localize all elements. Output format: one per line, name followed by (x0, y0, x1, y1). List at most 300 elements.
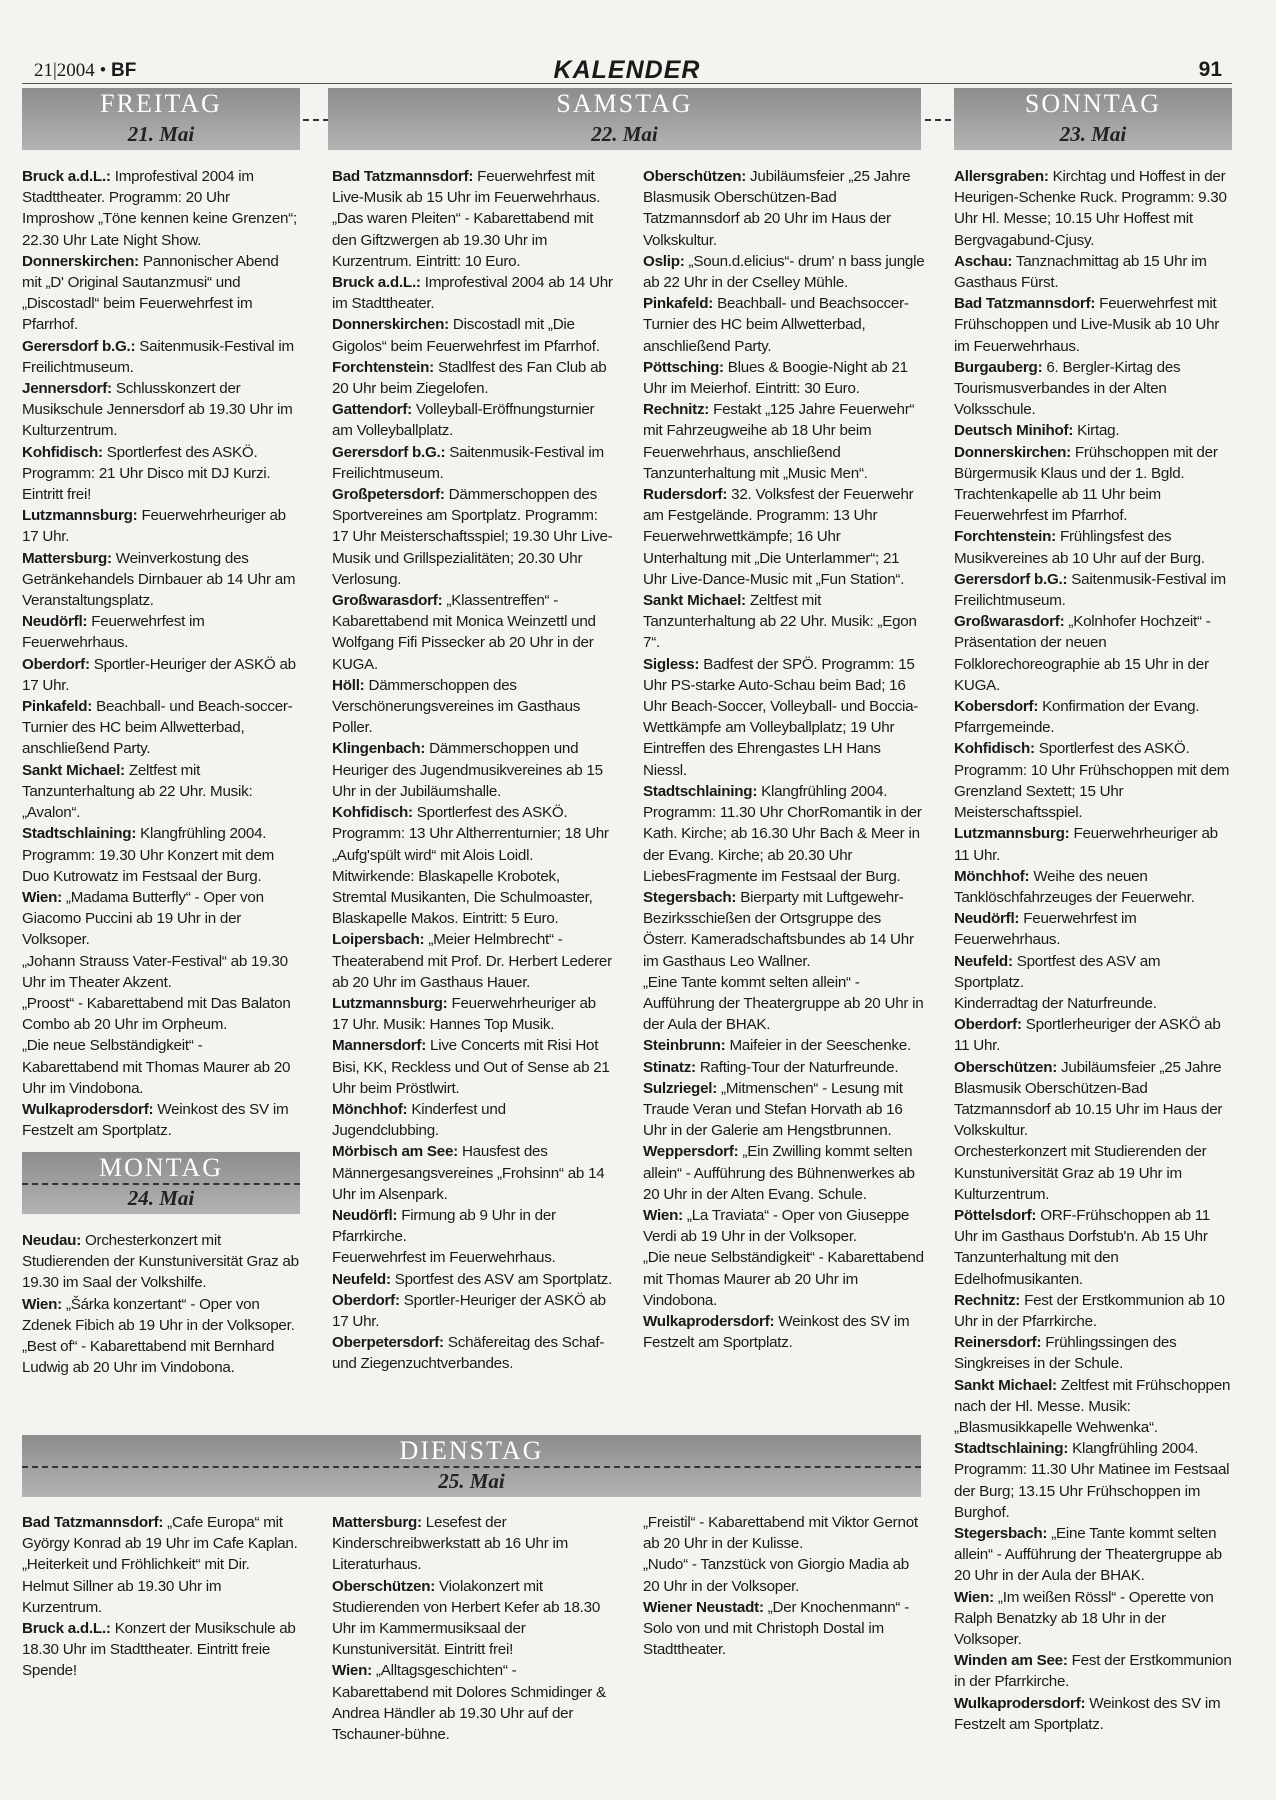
event-text: „Alltagsgeschichten“ - Kabarettabend mit Dolores Schmidinger & Andrea Händler ab 19.30 Uhr auf der Tschauner-bühne. (332, 1662, 606, 1744)
event-place: Neufeld: (954, 952, 1013, 970)
event-place: Kobersdorf: (954, 698, 1039, 716)
event-entry (954, 1141, 1234, 1205)
event-place: Wien: (22, 1295, 62, 1313)
event-entry (954, 1375, 1234, 1439)
event-place: Großwarasdorf: (332, 592, 443, 610)
event-place: Oberdorf: (954, 1016, 1022, 1034)
event-place: Mönchhof: (332, 1100, 408, 1118)
event-text: „Kolnhofer Hochzeit“ - Präsentation der neuen Folklorechoreographie ab 15 Uhr in der KUGA. (954, 613, 1211, 694)
event-text: Beachball- und Beach-soccer-Turnier des HC beim Allwetterbad, anschließend Party. (22, 698, 293, 758)
event-entry (22, 505, 300, 547)
event-entry (643, 654, 925, 781)
event-place: Neudörfl: (22, 613, 88, 631)
event-place: Oberschützen: (954, 1058, 1058, 1076)
event-entry (332, 1660, 614, 1745)
event-place: Bruck a.d.L.: (332, 274, 421, 292)
event-text: Feuerwehrfest im Feuerwehrhaus. (954, 910, 1137, 949)
day-header-sonntag (954, 88, 1232, 150)
event-entry (332, 399, 614, 441)
event-text: Sportlerfest des ASKÖ. Programm: 10 Uhr Frühschoppen mit dem Grenzland Sextett; 15 Uhr Meisterschaftsspiel. (954, 740, 1230, 822)
event-entry (954, 611, 1234, 696)
event-text: „Mitmenschen“ - Lesung mit Traude Veran und Stefan Horvath ab 16 Uhr in der Galerie am Hengstbrunnen. (643, 1079, 903, 1140)
event-place: Sulzriegel: (643, 1079, 718, 1097)
event-entry (643, 166, 925, 251)
event-place: Bad Tatzmannsdorf: (22, 1514, 164, 1531)
event-text: Kirchtag und Hoffest in der Heurigen-Schenke Ruck. Programm: 9.30 Uhr Hl. Messe; 10.15 Uhr Hoffest mit Bergvagabund-Cjusy. (954, 168, 1227, 249)
event-entry (954, 1650, 1234, 1692)
event-place: Stinatz: (643, 1058, 696, 1076)
event-text: „Eine Tante kommt selten allein“ - Aufführung der Theatergruppe ab 20 Uhr in der Aula der BHAK. (643, 973, 924, 1034)
event-text: „Die neue Selbständigkeit“ - Kabarettabend mit Thomas Maurer ab 20 Uhr im Vindobona. (643, 1249, 924, 1309)
event-entry (643, 590, 925, 654)
day-name: DIENSTAG (399, 1436, 544, 1465)
day-date: 22. Mai (591, 122, 658, 146)
event-entry (954, 1693, 1234, 1735)
column-freitag (22, 166, 300, 1141)
event-place: Rechnitz: (643, 401, 710, 419)
event-entry (332, 993, 614, 1035)
event-entry (954, 166, 1234, 251)
day-name: FREITAG (100, 89, 222, 118)
event-entry (22, 696, 300, 760)
event-text: „Ein Zwilling kommt selten allein“ - Aufführung des Bühnenwerkes ab 20 Uhr in der Alten Evang. Schule. (643, 1143, 915, 1203)
event-entry (643, 399, 925, 484)
event-place: Sankt Michael: (22, 761, 125, 779)
montag-dash-line (22, 1183, 300, 1185)
event-entry (22, 442, 300, 506)
event-text: Beachball- und Beachsoccer-Turnier des HC beim Allwetterbad, anschließend Party. (643, 295, 909, 355)
event-text: Hausfest des Männergesangsvereines „Frohsinn“ ab 14 Uhr im Alsenpark. (332, 1143, 605, 1203)
event-entry (22, 1230, 300, 1294)
column-sonntag (954, 166, 1234, 1735)
event-place: Donnerskirchen: (332, 316, 449, 334)
event-entry (332, 1205, 614, 1247)
event-place: Wulkaprodersdorf: (954, 1694, 1086, 1712)
event-entry (22, 760, 300, 824)
event-text: Blues & Boogie-Night ab 21 Uhr im Meierhof. Eintritt: 30 Euro. (643, 358, 908, 398)
event-place: Kohfidisch: (332, 804, 413, 822)
event-text: 32. Volksfest der Feuerwehr am Festgelände. Programm: 13 Uhr Feuerwehrwettkämpfe; 16 Uhr Unterhaltung mit „Die Unterlammer“; 21 Uhr Live-Dance-Music mit „Fun Station“. (643, 486, 914, 588)
event-text: Konzert der Musikschule ab 18.30 Uhr im Stadttheater. Eintritt freie Spende! (22, 1620, 296, 1680)
event-text: Festakt „125 Jahre Feuerwehr“ mit Fahrzeugweihe ab 18 Uhr beim Feuerwehrhaus, anschließend Tanzunterhaltung mit „Music Men“. (643, 401, 915, 482)
event-place: Stadtschlaining: (954, 1440, 1069, 1458)
event-text: Lesefest der Kinderschreibwerkstatt ab 16 Uhr im Literaturhaus. (332, 1514, 569, 1574)
event-place: Mattersburg: (22, 549, 112, 567)
column-dienstag-3 (643, 1512, 925, 1660)
event-entry (954, 1290, 1234, 1332)
event-entry (332, 357, 614, 399)
event-place: Oberdorf: (332, 1291, 400, 1309)
event-place: Pinkafeld: (643, 295, 714, 313)
event-place: Bad Tatzmannsdorf: (954, 295, 1096, 313)
day-name: MONTAG (98, 1153, 224, 1182)
event-entry (643, 1247, 925, 1311)
event-text: Fest der Erstkommunion ab 10 Uhr in der Pfarrkirche. (954, 1291, 1225, 1330)
event-text: Weinverkostung des Getränkehandels Dirnbauer ab 14 Uhr am Veranstaltungsplatz. (22, 549, 296, 610)
event-place: Sigless: (643, 655, 700, 673)
event-place: Wulkaprodersdorf: (22, 1100, 154, 1118)
event-entry (332, 208, 614, 272)
event-entry (332, 166, 614, 208)
event-text: Rafting-Tour der Naturfreunde. (695, 1058, 899, 1076)
event-entry (22, 823, 300, 887)
event-place: Oberschützen: (643, 168, 747, 185)
column-dienstag-2 (332, 1512, 614, 1745)
event-place: Wien: (332, 1662, 372, 1680)
event-entry (332, 590, 614, 675)
event-place: Winden am See: (954, 1652, 1068, 1670)
event-entry (332, 1269, 614, 1290)
event-entry (954, 1523, 1234, 1587)
event-text: Zeltfest mit Frühschoppen nach der Hl. Messe. Musik: „Blasmusikkapelle Wehwenka“. (954, 1376, 1231, 1436)
event-text: Feuerwehrfest mit Live-Musik ab 15 Uhr im Feuerwehrhaus. (332, 168, 601, 207)
event-text: ORF-Frühschoppen ab 11 Uhr im Gasthaus Dorfstub'n. Ab 15 Uhr Tanzunterhaltung mit den Edelhofmusikanten. (954, 1206, 1210, 1288)
event-text: Sportler-Heuriger der ASKÖ ab 17 Uhr. (22, 655, 296, 694)
event-entry (954, 420, 1234, 441)
event-text: Maifeier in der Seeschenke. (725, 1037, 911, 1055)
event-text: „Eine Tante kommt selten allein“ - Aufführung der Theatergruppe ab 20 Uhr in der Aula der BHAK. (954, 1525, 1222, 1585)
event-entry (954, 293, 1234, 357)
event-entry (22, 548, 300, 612)
event-place: Klingenbach: (332, 740, 426, 758)
event-text: Tanznachmittag ab 15 Uhr im Gasthaus Fürst. (954, 252, 1207, 292)
event-entry (954, 526, 1234, 568)
event-text: Dämmerschoppen des Verschönerungsvereines im Gasthaus Poller. (332, 676, 581, 737)
event-entry (332, 1512, 614, 1576)
event-entry (954, 1587, 1234, 1651)
event-entry (332, 1035, 614, 1099)
event-text: Improfestival 2004 im Stadttheater. Programm: 20 Uhr Improshow „Töne kennen keine Grenzen“; 22.30 Uhr Late Night Show. (22, 168, 297, 249)
event-text: Weinkost des SV im Festzelt am Sportplatz. (643, 1312, 910, 1352)
event-place: Wulkaprodersdorf: (643, 1312, 775, 1330)
event-entry (22, 1618, 300, 1682)
event-place: Oberdorf: (22, 655, 90, 673)
event-text: Feuerwehrheuriger ab 17 Uhr. Musik: Hannes Top Musik. (332, 994, 596, 1034)
event-entry (332, 929, 614, 993)
event-place: Neudörfl: (954, 910, 1020, 928)
event-entry (332, 442, 614, 484)
event-entry (332, 1576, 614, 1661)
event-text: Sportlerfest des ASKÖ. Programm: 13 Uhr Altherrenturnier; 18 Uhr „Aufg'spült wird“ mit Alois Loidl. Mitwirkende: Blaskapelle Krobotek, Stremtal Musikanten, Die Schulmoaster, Blaskapelle Makos. Eintritt: 5 Euro. (332, 804, 609, 928)
day-date: 23. Mai (1059, 122, 1127, 146)
event-place: Jennersdorf: (22, 380, 112, 398)
event-entry (643, 1035, 925, 1056)
event-text: „Šárka konzertant“ - Oper von Zdenek Fibich ab 19 Uhr in der Volksoper. (22, 1295, 295, 1334)
event-entry (954, 908, 1234, 950)
event-place: Deutsch Minihof: (954, 422, 1074, 440)
event-entry (22, 1554, 300, 1618)
event-place: Gerersdorf b.G.: (22, 337, 136, 355)
event-text: Jubiläumsfeier „25 Jahre Blasmusik Oberschützen-Bad Tatzmannsdorf ab 20 Uhr im Haus der Volkskultur. (643, 168, 911, 249)
event-text: Weihe des neuen Tanklöschfahrzeuges der Feuerwehr. (954, 867, 1195, 906)
event-entry (643, 1205, 925, 1247)
day-date: 24. Mai (127, 1186, 195, 1210)
dienstag-dash-line (22, 1466, 921, 1468)
event-place: Wien: (643, 1206, 683, 1224)
event-entry (954, 1438, 1234, 1523)
event-entry (332, 1290, 614, 1332)
event-text: Klangfrühling 2004. Programm: 19.30 Uhr Konzert mit dem Duo Kutrowatz im Festsaal der Burg. (22, 825, 275, 885)
page-header (22, 56, 1232, 84)
event-place: Neudau: (22, 1232, 81, 1249)
event-place: Stadtschlaining: (643, 782, 758, 800)
event-text: Dämmerschoppen und Heuriger des Jugendmusikvereines ab 15 Uhr in der Jubiläumshalle. (332, 740, 603, 800)
event-place: Mannersdorf: (332, 1037, 427, 1055)
event-entry (954, 823, 1234, 865)
event-text: Orchesterkonzert mit Studierenden der Kunstuniversität Graz ab 19.30 im Saal der Volkshilfe. (22, 1232, 299, 1292)
event-entry (22, 1336, 300, 1378)
event-entry (954, 569, 1234, 611)
event-entry (954, 251, 1234, 293)
event-text: Feuerwehrfest im Feuerwehrhaus. (22, 613, 205, 652)
event-text: „Der Knochenmann“ - Solo von und mit Christoph Dostal im Stadttheater. (643, 1598, 910, 1659)
event-entry (643, 1512, 925, 1554)
day-name: SONNTAG (1024, 89, 1162, 118)
event-text: „Cafe Europa“ mit György Konrad ab 19 Uhr im Cafe Kaplan. (22, 1514, 298, 1553)
event-text: Saitenmusik-Festival im Freilichtmuseum. (22, 337, 294, 376)
event-text: „Johann Strauss Vater-Festival“ ab 19.30 Uhr im Theater Akzent. (22, 952, 288, 991)
event-text: Pannonischer Abend mit „D' Original Sautanzmusi“ und „Discostadl“ beim Feuerwehrfest im Pfarrhof. (22, 252, 279, 334)
event-text: Stadlfest des Fan Club ab 20 Uhr beim Ziegelofen. (332, 358, 607, 398)
event-place: Stadtschlaining: (22, 825, 137, 843)
event-entry (643, 887, 925, 972)
column-montag (22, 1230, 300, 1378)
event-entry (954, 442, 1234, 527)
event-entry (643, 1311, 925, 1353)
event-place: Gerersdorf b.G.: (954, 570, 1068, 588)
event-place: Bruck a.d.L.: (22, 168, 111, 185)
event-entry (332, 484, 614, 590)
event-text: Fest der Erstkommunion in der Pfarrkirche. (954, 1652, 1232, 1691)
event-entry (643, 251, 925, 293)
event-entry (643, 972, 925, 1036)
event-place: Aschau: (954, 252, 1013, 270)
event-text: „Im weißen Rössl“ - Operette von Ralph Benatzky ab 18 Uhr in der Volksoper. (954, 1588, 1214, 1649)
event-place: Rudersdorf: (643, 486, 728, 504)
event-text: „Meier Helmbrecht“ - Theaterabend mit Prof. Dr. Herbert Lederer ab 20 Uhr im Gasthaus Hauer. (332, 931, 612, 991)
event-text: Konfirmation der Evang. Pfarrgemeinde. (954, 698, 1200, 737)
event-text: Schäfereitag des Schaf- und Ziegenzuchtverbandes. (332, 1334, 605, 1373)
event-place: Wien: (954, 1588, 994, 1606)
event-text: „Soun.d.elicius“- drum' n bass jungle ab 22 Uhr in der Cselley Mühle. (643, 252, 925, 292)
event-text: „Freistil“ - Kabarettabend mit Viktor Gernot ab 20 Uhr in der Kulisse. (643, 1514, 918, 1553)
day-header-samstag (328, 88, 921, 150)
day-date: 21. Mai (127, 122, 195, 146)
event-text: Klangfrühling 2004. Programm: 11.30 Uhr Matinee im Festsaal der Burg; 13.15 Uhr Frühschoppen im Burghof. (954, 1440, 1230, 1521)
event-entry (22, 166, 300, 251)
event-place: Sankt Michael: (954, 1376, 1057, 1394)
event-place: Donnerskirchen: (22, 252, 139, 270)
section-title: KALENDER (553, 56, 701, 84)
event-place: Forchtenstein: (332, 358, 434, 376)
event-entry (332, 675, 614, 739)
event-entry (954, 951, 1234, 993)
event-text: Feuerwehrfest im Feuerwehrhaus. (332, 1249, 556, 1267)
event-entry (22, 993, 300, 1035)
event-entry (643, 484, 925, 590)
event-place: Lutzmannsburg: (332, 994, 448, 1012)
event-place: Reinersdorf: (954, 1334, 1042, 1352)
event-text: Jubiläumsfeier „25 Jahre Blasmusik Oberschützen-Bad Tatzmannsdorf ab 10.15 Uhr im Haus der Volkskultur. (954, 1058, 1223, 1140)
event-text: Sportlerfest des ASKÖ. Programm: 21 Uhr Disco mit DJ Kurzi. Eintritt frei! (22, 443, 271, 504)
column-samstag-left (332, 166, 614, 1375)
event-place: Lutzmannsburg: (22, 507, 138, 525)
event-text: Feuerwehrfest mit Frühschoppen und Live-Musik ab 10 Uhr im Feuerwehrhaus. (954, 295, 1220, 355)
event-entry (332, 1332, 614, 1374)
event-text: Feuerwehrheuriger ab 17 Uhr. (22, 507, 286, 546)
event-entry (22, 887, 300, 951)
event-text: Kirtag. (1073, 422, 1120, 440)
event-entry (954, 1057, 1234, 1142)
page-number: 91 (1198, 58, 1222, 81)
event-text: Bierparty mit Luftgewehr-Bezirksschießen der Ortsgruppe des Österr. Kameradschaftsbundes ab 14 Uhr im Gasthaus Leo Wallner. (643, 888, 914, 970)
event-text: Orchesterkonzert mit Studierenden der Kunstuniversität Graz ab 19 Uhr im Kulturzentrum. (954, 1143, 1207, 1203)
event-place: Steinbrunn: (643, 1037, 726, 1055)
event-text: Sportlerheuriger der ASKÖ ab 11 Uhr. (954, 1016, 1221, 1055)
event-entry (332, 1247, 614, 1268)
event-entry (954, 866, 1234, 908)
event-entry (954, 738, 1234, 823)
event-entry (643, 1597, 925, 1661)
event-text: Frühschoppen mit der Bürgermusik Klaus und der 1. Bgld. Trachtenkapelle ab 11 Uhr beim Feuerwehrfest im Pfarrhof. (954, 443, 1218, 525)
event-text: Violakonzert mit Studierenden von Herbert Kefer ab 18.30 Uhr im Kammermusiksaal der Kunstuniversität. Eintritt frei! (332, 1577, 601, 1659)
event-text: Saitenmusik-Festival im Freilichtmuseum. (954, 570, 1226, 610)
event-entry (643, 1141, 925, 1205)
event-text: Klangfrühling 2004. Programm: 11.30 Uhr ChorRomantik in der Kath. Kirche; ab 16.30 Uhr Bach & Meer in der Evang. Kirche; ab 20.30 Uhr LiebesFragmente im Festsaal der Burg. (643, 782, 922, 885)
event-entry (332, 802, 614, 929)
event-entry (954, 357, 1234, 421)
event-text: Sportfest des ASV am Sportplatz. (390, 1270, 613, 1288)
event-entry (22, 951, 300, 993)
event-text: Kinderradtag der Naturfreunde. (954, 994, 1157, 1012)
event-place: Rechnitz: (954, 1291, 1021, 1309)
event-place: Donnerskirchen: (954, 443, 1071, 461)
event-entry (643, 293, 925, 357)
event-place: Stegersbach: (643, 888, 737, 906)
event-place: Neudörfl: (332, 1206, 398, 1224)
event-place: Kohfidisch: (954, 740, 1035, 758)
event-text: Zeltfest mit Tanzunterhaltung ab 22 Uhr. Musik: „Egon 7“. (643, 592, 917, 652)
event-entry (954, 696, 1234, 738)
event-place: Lutzmannsburg: (954, 825, 1070, 843)
event-place: Gerersdorf b.G.: (332, 443, 446, 461)
event-text: Zeltfest mit Tanzunterhaltung ab 22 Uhr. Musik: „Avalon“. (22, 761, 253, 822)
event-place: Großwarasdorf: (954, 613, 1065, 631)
event-place: Mattersburg: (332, 1514, 422, 1531)
day-date: 25. Mai (438, 1469, 505, 1493)
event-place: Mörbisch am See: (332, 1143, 458, 1161)
event-place: Mönchhof: (954, 867, 1030, 885)
event-text: Discostadl mit „Die Gigolos“ beim Feuerwehrfest im Pfarrhof. (332, 316, 600, 355)
event-place: Burgauberg: (954, 358, 1043, 376)
event-entry (332, 1099, 614, 1141)
event-text: Frühlingsfest des Musikvereines ab 10 Uhr auf der Burg. (954, 528, 1205, 567)
event-text: Sportler-Heuriger der ASKÖ ab 17 Uhr. (332, 1291, 606, 1330)
event-text: „Nudo“ - Tanzstück von Giorgio Madia ab 20 Uhr in der Volksoper. (643, 1556, 910, 1595)
event-entry (22, 1099, 300, 1141)
event-text: „Proost“ - Kabarettabend mit Das Balaton Combo ab 20 Uhr im Orpheum. (22, 994, 291, 1034)
event-entry (22, 336, 300, 378)
event-text: Sportfest des ASV am Sportplatz. (954, 952, 1161, 991)
issue-label: 21|2004 • BF (34, 60, 137, 81)
event-place: Wiener Neustadt: (643, 1598, 764, 1616)
event-entry (332, 738, 614, 802)
event-place: Weppersdorf: (643, 1143, 739, 1161)
event-place: Höll: (332, 676, 365, 694)
event-entry (643, 781, 925, 887)
column-samstag-right (643, 166, 925, 1353)
column-dienstag-1 (22, 1512, 300, 1682)
event-place: Oslip: (643, 252, 685, 270)
event-text: „Das waren Pleiten“ - Kabarettabend mit den Giftzwergen ab 19.30 Uhr im Kurzentrum. Eintritt: 10 Euro. (332, 210, 594, 270)
event-place: Gattendorf: (332, 401, 412, 419)
event-place: Kohfidisch: (22, 443, 103, 461)
day-header-freitag (22, 88, 300, 150)
event-text: Feuerwehrheuriger ab 11 Uhr. (954, 825, 1218, 864)
event-place: Wien: (22, 888, 62, 906)
event-entry (22, 251, 300, 336)
event-entry (22, 1294, 300, 1336)
event-place: Großpetersdorf: (332, 486, 445, 504)
event-entry (954, 1332, 1234, 1374)
event-entry (954, 1205, 1234, 1290)
event-text: Badfest der SPÖ. Programm: 15 Uhr PS-starke Auto-Schau beim Bad; 16 Uhr Beach-Soccer, Volleyball- und Boccia-Wettkämpfe am Volleyballplatz; 19 Uhr Eintreffen des Ehrengastes LH Hans Niessl. (643, 655, 919, 779)
event-place: Stegersbach: (954, 1525, 1048, 1542)
event-entry (332, 272, 614, 314)
event-text: Saitenmusik-Festival im Freilichtmuseum. (332, 443, 604, 482)
event-place: Pöttsching: (643, 358, 724, 376)
event-entry (643, 357, 925, 399)
event-entry (22, 654, 300, 696)
event-text: Weinkost des SV im Festzelt am Sportplatz. (22, 1100, 289, 1140)
event-entry (332, 314, 614, 356)
event-text: Firmung ab 9 Uhr in der Pfarrkirche. (332, 1206, 556, 1246)
event-place: Pöttelsdorf: (954, 1206, 1037, 1224)
event-place: Forchtenstein: (954, 528, 1056, 546)
event-place: Pinkafeld: (22, 698, 93, 716)
event-text: Frühlingssingen des Singkreises in der Schule. (954, 1334, 1177, 1373)
event-place: Allersgraben: (954, 168, 1049, 185)
event-text: „Heiterkeit und Fröhlichkeit“ mit Dir. Helmut Sillner ab 19.30 Uhr im Kurzentrum. (22, 1556, 250, 1616)
event-text: „La Traviata“ - Oper von Giuseppe Verdi ab 19 Uhr in der Volksoper. (643, 1206, 910, 1246)
event-entry (22, 1512, 300, 1554)
event-entry (22, 611, 300, 653)
event-entry (332, 1141, 614, 1205)
event-place: Oberpetersdorf: (332, 1334, 444, 1352)
event-entry (954, 993, 1234, 1014)
event-text: Kinderfest und Jugendclubbing. (332, 1100, 506, 1140)
event-place: Loipersbach: (332, 931, 425, 949)
event-text: Schlusskonzert der Musikschule Jennersdorf ab 19.30 Uhr im Kulturzentrum. (22, 380, 293, 440)
event-place: Bad Tatzmannsdorf: (332, 168, 474, 185)
event-text: Live Concerts mit Risi Hot Bisi, KK, Reckless und Out of Sense ab 21 Uhr beim Pröstlwirt. (332, 1037, 610, 1097)
event-entry (643, 1554, 925, 1596)
event-entry (643, 1078, 925, 1142)
event-entry (22, 1035, 300, 1099)
event-text: 6. Bergler-Kirtag des Tourismusverbandes in der Alten Volksschule. (954, 358, 1181, 419)
event-entry (643, 1057, 925, 1078)
day-name: SAMSTAG (556, 89, 693, 118)
event-text: Volleyball-Eröffnungsturnier am Volleyballplatz. (332, 401, 595, 440)
event-text: „Die neue Selbständigkeit“ - Kabarettabend mit Thomas Maurer ab 20 Uhr im Vindobona. (22, 1037, 291, 1097)
event-place: Neufeld: (332, 1270, 391, 1288)
event-place: Sankt Michael: (643, 592, 746, 610)
event-place: Bruck a.d.L.: (22, 1620, 111, 1638)
event-place: Oberschützen: (332, 1577, 436, 1595)
event-entry (22, 378, 300, 442)
event-text: „Klassentreffen“ - Kabarettabend mit Monica Weinzettl und Wolfgang Fifi Pissecker ab 20 Uhr in der KUGA. (332, 592, 596, 673)
event-text: Improfestival 2004 ab 14 Uhr im Stadttheater. (332, 274, 613, 313)
